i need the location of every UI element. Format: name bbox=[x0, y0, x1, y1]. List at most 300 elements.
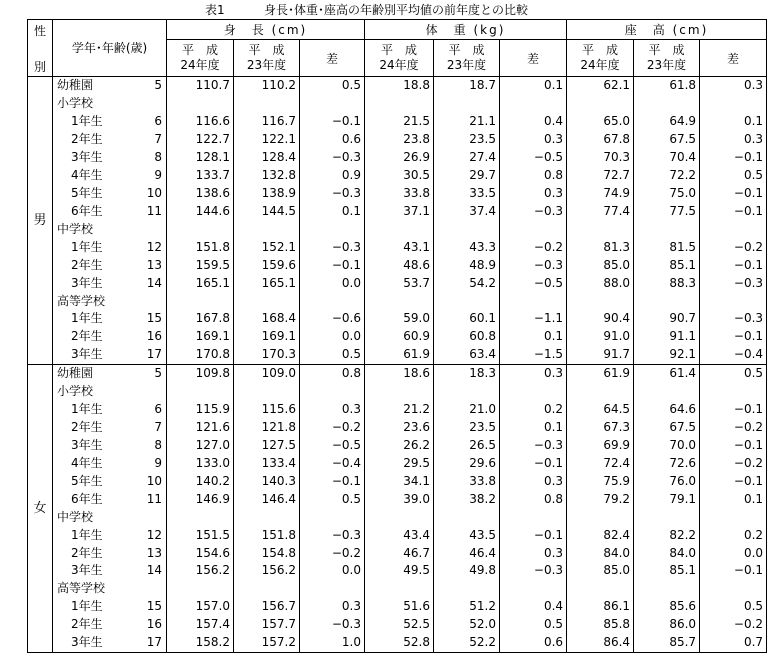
value-cell: 79.1 bbox=[634, 490, 700, 508]
table-row bbox=[28, 346, 767, 364]
year-header-era: 平 成 bbox=[648, 43, 685, 58]
value-cell: −0.3 bbox=[300, 526, 365, 544]
value-cell: 121.6 bbox=[167, 419, 234, 437]
value-cell: 29.6 bbox=[434, 454, 500, 472]
year-header-era: 平 成 bbox=[248, 43, 285, 58]
value-cell: −0.1 bbox=[700, 472, 767, 490]
grade-name: 1年生 bbox=[71, 239, 103, 254]
grade-name: 3年生 bbox=[71, 347, 103, 362]
value-cell bbox=[567, 580, 634, 598]
value-cell: 86.0 bbox=[634, 616, 700, 634]
value-cell: 0.2 bbox=[700, 526, 767, 544]
grade-name: 小学校 bbox=[57, 384, 94, 399]
value-cell: 46.7 bbox=[365, 544, 434, 562]
value-cell: −0.1 bbox=[700, 202, 767, 220]
value-cell: 65.0 bbox=[567, 113, 634, 131]
value-cell: 18.7 bbox=[434, 77, 500, 95]
age-value: 8 bbox=[154, 150, 162, 165]
grade-name: 2年生 bbox=[71, 329, 103, 344]
value-cell: 169.1 bbox=[167, 328, 234, 346]
grade-label bbox=[53, 401, 167, 419]
school-category bbox=[53, 580, 167, 598]
sex-header-top: 性 bbox=[33, 24, 46, 38]
table-row bbox=[28, 274, 767, 292]
value-cell bbox=[300, 95, 365, 113]
value-cell bbox=[167, 383, 234, 401]
age-value: 14 bbox=[146, 275, 162, 290]
value-cell: 146.9 bbox=[167, 490, 234, 508]
weight-header: 体 重 (kg) bbox=[365, 20, 567, 40]
grade-label bbox=[53, 526, 167, 544]
value-cell: −0.2 bbox=[700, 616, 767, 634]
value-cell: 0.3 bbox=[500, 472, 567, 490]
value-cell: 54.2 bbox=[434, 274, 500, 292]
value-cell: −0.1 bbox=[300, 472, 365, 490]
grade-name: 中学校 bbox=[57, 509, 94, 524]
value-cell: −1.5 bbox=[500, 346, 567, 364]
grade-label bbox=[53, 328, 167, 346]
value-cell: 109.8 bbox=[167, 364, 234, 382]
year-b-header bbox=[634, 40, 700, 77]
value-cell: 60.9 bbox=[365, 328, 434, 346]
year-b-header bbox=[234, 40, 300, 77]
value-cell bbox=[700, 95, 767, 113]
value-cell: 91.7 bbox=[567, 346, 634, 364]
value-cell: 52.0 bbox=[434, 616, 500, 634]
value-cell: 61.9 bbox=[365, 346, 434, 364]
value-cell: −0.2 bbox=[300, 419, 365, 437]
table-row bbox=[28, 149, 767, 167]
value-cell: 0.3 bbox=[500, 131, 567, 149]
value-cell: 76.0 bbox=[634, 472, 700, 490]
value-cell bbox=[634, 220, 700, 238]
value-cell: 0.5 bbox=[700, 167, 767, 185]
age-value: 12 bbox=[146, 239, 162, 254]
grade-name: 4年生 bbox=[71, 168, 103, 183]
value-cell: 67.5 bbox=[634, 131, 700, 149]
grade-label bbox=[53, 346, 167, 364]
value-cell: −0.3 bbox=[300, 238, 365, 256]
table-row bbox=[28, 490, 767, 508]
value-cell: 60.8 bbox=[434, 328, 500, 346]
table-row bbox=[28, 310, 767, 328]
age-value: 6 bbox=[154, 114, 162, 129]
value-cell bbox=[167, 220, 234, 238]
value-cell: 0.5 bbox=[300, 490, 365, 508]
value-cell bbox=[434, 383, 500, 401]
value-cell: 29.7 bbox=[434, 167, 500, 185]
value-cell: 49.5 bbox=[365, 562, 434, 580]
value-cell: 159.5 bbox=[167, 256, 234, 274]
year-header-year: 24年度 bbox=[379, 58, 419, 73]
value-cell: 0.1 bbox=[700, 113, 767, 131]
value-cell: 48.6 bbox=[365, 256, 434, 274]
value-cell: 72.7 bbox=[567, 167, 634, 185]
value-cell: 90.7 bbox=[634, 310, 700, 328]
value-cell: 152.1 bbox=[234, 238, 300, 256]
year-header-era: 平 成 bbox=[380, 43, 417, 58]
table-row bbox=[28, 167, 767, 185]
value-cell: −1.1 bbox=[500, 310, 567, 328]
value-cell: 33.8 bbox=[434, 472, 500, 490]
value-cell: 0.1 bbox=[300, 202, 365, 220]
value-cell: 0.5 bbox=[300, 77, 365, 95]
value-cell: 85.7 bbox=[634, 634, 700, 653]
value-cell: 67.3 bbox=[567, 419, 634, 437]
value-cell: 43.4 bbox=[365, 526, 434, 544]
value-cell: 0.3 bbox=[500, 544, 567, 562]
value-cell: 0.3 bbox=[500, 364, 567, 382]
value-cell: 59.0 bbox=[365, 310, 434, 328]
value-cell: 0.4 bbox=[500, 113, 567, 131]
value-cell: 86.1 bbox=[567, 598, 634, 616]
age-value: 10 bbox=[146, 473, 162, 488]
value-cell bbox=[365, 383, 434, 401]
value-cell: 81.3 bbox=[567, 238, 634, 256]
value-cell: −0.6 bbox=[300, 310, 365, 328]
value-cell: 0.3 bbox=[300, 401, 365, 419]
grade-label bbox=[53, 310, 167, 328]
value-cell: 158.2 bbox=[167, 634, 234, 653]
grade-name: 2年生 bbox=[71, 132, 103, 147]
value-cell: 77.5 bbox=[634, 202, 700, 220]
value-cell bbox=[634, 383, 700, 401]
value-cell: 0.1 bbox=[500, 328, 567, 346]
value-cell: 0.8 bbox=[500, 167, 567, 185]
value-cell: 75.0 bbox=[634, 185, 700, 203]
value-cell: −0.2 bbox=[500, 238, 567, 256]
value-cell: 151.5 bbox=[167, 526, 234, 544]
value-cell: 64.6 bbox=[634, 401, 700, 419]
grade-label bbox=[53, 562, 167, 580]
value-cell bbox=[500, 95, 567, 113]
age-value: 15 bbox=[146, 599, 162, 614]
table-row bbox=[28, 580, 767, 598]
grade-label bbox=[53, 490, 167, 508]
table-row bbox=[28, 616, 767, 634]
grade-name: 2年生 bbox=[71, 617, 103, 632]
school-category bbox=[53, 220, 167, 238]
value-cell bbox=[634, 580, 700, 598]
year-header-year: 24年度 bbox=[580, 58, 620, 73]
value-cell: 85.0 bbox=[567, 256, 634, 274]
table-row bbox=[28, 508, 767, 526]
value-cell: −0.3 bbox=[300, 185, 365, 203]
value-cell: 30.5 bbox=[365, 167, 434, 185]
value-cell: 26.5 bbox=[434, 437, 500, 455]
value-cell: 0.0 bbox=[300, 274, 365, 292]
value-cell: 70.4 bbox=[634, 149, 700, 167]
value-cell: 64.9 bbox=[634, 113, 700, 131]
value-cell: 84.0 bbox=[634, 544, 700, 562]
value-cell: 75.9 bbox=[567, 472, 634, 490]
grade-name: 小学校 bbox=[57, 96, 94, 111]
value-cell: 133.0 bbox=[167, 454, 234, 472]
value-cell bbox=[500, 292, 567, 310]
value-cell: 0.3 bbox=[700, 77, 767, 95]
value-cell: 18.3 bbox=[434, 364, 500, 382]
value-cell: −0.2 bbox=[300, 544, 365, 562]
value-cell: 109.0 bbox=[234, 364, 300, 382]
value-cell: 170.8 bbox=[167, 346, 234, 364]
age-value: 14 bbox=[146, 563, 162, 578]
value-cell bbox=[234, 508, 300, 526]
value-cell: 165.1 bbox=[167, 274, 234, 292]
value-cell: 151.8 bbox=[167, 238, 234, 256]
year-a-header bbox=[365, 40, 434, 77]
value-cell: 128.4 bbox=[234, 149, 300, 167]
value-cell: 23.8 bbox=[365, 131, 434, 149]
value-cell: 140.3 bbox=[234, 472, 300, 490]
year-a-header bbox=[167, 40, 234, 77]
age-value: 13 bbox=[146, 257, 162, 272]
grade-label bbox=[53, 149, 167, 167]
value-cell: 70.0 bbox=[634, 437, 700, 455]
value-cell: 133.7 bbox=[167, 167, 234, 185]
difference-header: 差 bbox=[700, 40, 767, 77]
value-cell bbox=[500, 383, 567, 401]
table-row bbox=[28, 77, 767, 95]
value-cell: 72.6 bbox=[634, 454, 700, 472]
grade-label bbox=[53, 454, 167, 472]
table-row bbox=[28, 364, 767, 382]
value-cell: 62.1 bbox=[567, 77, 634, 95]
age-value: 17 bbox=[146, 635, 162, 650]
value-cell: 91.0 bbox=[567, 328, 634, 346]
grade-name: 5年生 bbox=[71, 473, 103, 488]
value-cell bbox=[234, 220, 300, 238]
value-cell: 61.4 bbox=[634, 364, 700, 382]
value-cell: 23.6 bbox=[365, 419, 434, 437]
value-cell: 52.2 bbox=[434, 634, 500, 653]
value-cell bbox=[567, 95, 634, 113]
sex-label: 男 bbox=[28, 77, 53, 365]
value-cell bbox=[234, 292, 300, 310]
grade-name: 3年生 bbox=[71, 563, 103, 578]
age-value: 16 bbox=[146, 617, 162, 632]
value-cell: 88.0 bbox=[567, 274, 634, 292]
value-cell: 61.8 bbox=[634, 77, 700, 95]
value-cell: 84.0 bbox=[567, 544, 634, 562]
value-cell: 0.5 bbox=[700, 364, 767, 382]
value-cell: −0.4 bbox=[700, 346, 767, 364]
value-cell: 85.1 bbox=[634, 256, 700, 274]
table-row bbox=[28, 454, 767, 472]
value-cell: 53.7 bbox=[365, 274, 434, 292]
value-cell: 0.1 bbox=[700, 490, 767, 508]
value-cell bbox=[365, 292, 434, 310]
year-header-year: 23年度 bbox=[246, 58, 287, 73]
value-cell: 156.2 bbox=[167, 562, 234, 580]
value-cell: 157.0 bbox=[167, 598, 234, 616]
value-cell: 72.4 bbox=[567, 454, 634, 472]
value-cell: 60.1 bbox=[434, 310, 500, 328]
value-cell: 165.1 bbox=[234, 274, 300, 292]
year-header-year: 24年度 bbox=[180, 58, 220, 73]
value-cell: 116.7 bbox=[234, 113, 300, 131]
table-row bbox=[28, 328, 767, 346]
value-cell: 169.1 bbox=[234, 328, 300, 346]
value-cell: 146.4 bbox=[234, 490, 300, 508]
table-row bbox=[28, 292, 767, 310]
school-category bbox=[53, 95, 167, 113]
value-cell: 86.4 bbox=[567, 634, 634, 653]
value-cell: 81.5 bbox=[634, 238, 700, 256]
value-cell bbox=[500, 508, 567, 526]
age-value: 10 bbox=[146, 186, 162, 201]
value-cell: 46.4 bbox=[434, 544, 500, 562]
value-cell: −0.5 bbox=[300, 437, 365, 455]
year-header-era: 平 成 bbox=[448, 43, 485, 58]
difference-header: 差 bbox=[300, 40, 365, 77]
value-cell: 90.4 bbox=[567, 310, 634, 328]
grade-name: 1年生 bbox=[71, 527, 103, 542]
sitting-height-header: 座 高 (cm) bbox=[567, 20, 767, 40]
table-row bbox=[28, 202, 767, 220]
grade-name: 1年生 bbox=[71, 599, 103, 614]
value-cell: 0.9 bbox=[300, 167, 365, 185]
value-cell: 21.0 bbox=[434, 401, 500, 419]
value-cell: 34.1 bbox=[365, 472, 434, 490]
grade-label bbox=[53, 202, 167, 220]
table-row bbox=[28, 562, 767, 580]
grade-label bbox=[53, 256, 167, 274]
grade-label bbox=[53, 472, 167, 490]
value-cell: −0.3 bbox=[500, 562, 567, 580]
value-cell bbox=[634, 95, 700, 113]
value-cell: 0.4 bbox=[500, 598, 567, 616]
year-a-header bbox=[567, 40, 634, 77]
value-cell: −0.1 bbox=[700, 256, 767, 274]
value-cell bbox=[567, 383, 634, 401]
value-cell: 1.0 bbox=[300, 634, 365, 653]
value-cell: −0.2 bbox=[700, 238, 767, 256]
value-cell: 52.8 bbox=[365, 634, 434, 653]
age-value: 9 bbox=[154, 455, 162, 470]
grade-name: 6年生 bbox=[71, 203, 103, 218]
value-cell: 0.2 bbox=[500, 401, 567, 419]
grade-label bbox=[53, 598, 167, 616]
value-cell: 92.1 bbox=[634, 346, 700, 364]
value-cell: 23.5 bbox=[434, 419, 500, 437]
value-cell: −0.1 bbox=[700, 401, 767, 419]
grade-name: 中学校 bbox=[57, 221, 94, 236]
value-cell: 0.3 bbox=[700, 131, 767, 149]
value-cell: 122.7 bbox=[167, 131, 234, 149]
value-cell: 127.0 bbox=[167, 437, 234, 455]
value-cell: −0.1 bbox=[300, 113, 365, 131]
year-header-era: 平 成 bbox=[582, 43, 619, 58]
age-value: 5 bbox=[154, 366, 162, 381]
value-cell bbox=[365, 220, 434, 238]
grade-name: 高等学校 bbox=[57, 581, 106, 596]
table-row bbox=[28, 634, 767, 653]
table-caption: 身長･体重･座高の年齢別平均値の前年度との比較 bbox=[264, 3, 529, 17]
value-cell: 154.6 bbox=[167, 544, 234, 562]
value-cell: 132.8 bbox=[234, 167, 300, 185]
age-value: 11 bbox=[146, 203, 162, 218]
value-cell: 21.5 bbox=[365, 113, 434, 131]
year-header-year: 23年度 bbox=[646, 58, 687, 73]
value-cell: 0.3 bbox=[500, 185, 567, 203]
value-cell: 151.8 bbox=[234, 526, 300, 544]
value-cell: 63.4 bbox=[434, 346, 500, 364]
value-cell: 0.0 bbox=[700, 544, 767, 562]
value-cell: 0.8 bbox=[300, 364, 365, 382]
value-cell: 37.4 bbox=[434, 202, 500, 220]
table-row bbox=[28, 220, 767, 238]
table-row bbox=[28, 256, 767, 274]
value-cell: 144.6 bbox=[167, 202, 234, 220]
grade-label bbox=[53, 634, 167, 653]
age-value: 7 bbox=[154, 132, 162, 147]
value-cell: 122.1 bbox=[234, 131, 300, 149]
table-row bbox=[28, 526, 767, 544]
comparison-table bbox=[27, 19, 767, 653]
value-cell: 85.6 bbox=[634, 598, 700, 616]
value-cell: −0.1 bbox=[700, 437, 767, 455]
value-cell bbox=[434, 220, 500, 238]
value-cell: −0.5 bbox=[500, 274, 567, 292]
value-cell: 157.4 bbox=[167, 616, 234, 634]
age-value: 11 bbox=[146, 491, 162, 506]
value-cell: 115.6 bbox=[234, 401, 300, 419]
grade-name: 幼稚園 bbox=[57, 78, 94, 93]
value-cell: 77.4 bbox=[567, 202, 634, 220]
value-cell bbox=[634, 508, 700, 526]
value-cell bbox=[700, 292, 767, 310]
value-cell: 74.9 bbox=[567, 185, 634, 203]
grade-label bbox=[53, 113, 167, 131]
value-cell bbox=[300, 508, 365, 526]
value-cell: 140.2 bbox=[167, 472, 234, 490]
value-cell bbox=[300, 292, 365, 310]
value-cell bbox=[434, 580, 500, 598]
age-value: 17 bbox=[146, 347, 162, 362]
value-cell: −0.3 bbox=[300, 616, 365, 634]
table-row bbox=[28, 472, 767, 490]
age-value: 8 bbox=[154, 437, 162, 452]
value-cell: 154.8 bbox=[234, 544, 300, 562]
school-category bbox=[53, 383, 167, 401]
table-row bbox=[28, 131, 767, 149]
value-cell: 51.6 bbox=[365, 598, 434, 616]
value-cell: 138.6 bbox=[167, 185, 234, 203]
age-value: 5 bbox=[154, 78, 162, 93]
grade-name: 3年生 bbox=[71, 635, 103, 650]
value-cell: 43.3 bbox=[434, 238, 500, 256]
value-cell: 133.4 bbox=[234, 454, 300, 472]
grade-name: 2年生 bbox=[71, 545, 103, 560]
value-cell: 26.9 bbox=[365, 149, 434, 167]
year-b-header bbox=[434, 40, 500, 77]
grade-name: 1年生 bbox=[71, 311, 103, 326]
value-cell bbox=[234, 95, 300, 113]
value-cell bbox=[300, 580, 365, 598]
value-cell bbox=[567, 220, 634, 238]
difference-header: 差 bbox=[500, 40, 567, 77]
value-cell: −0.1 bbox=[700, 185, 767, 203]
grade-age-header: 学年･年齢(歳) bbox=[53, 20, 167, 77]
value-cell: −0.3 bbox=[500, 256, 567, 274]
value-cell: 88.3 bbox=[634, 274, 700, 292]
value-cell: −0.1 bbox=[700, 562, 767, 580]
value-cell: −0.3 bbox=[500, 202, 567, 220]
value-cell: 121.8 bbox=[234, 419, 300, 437]
value-cell: 0.5 bbox=[300, 346, 365, 364]
value-cell: 0.5 bbox=[500, 616, 567, 634]
grade-label bbox=[53, 185, 167, 203]
